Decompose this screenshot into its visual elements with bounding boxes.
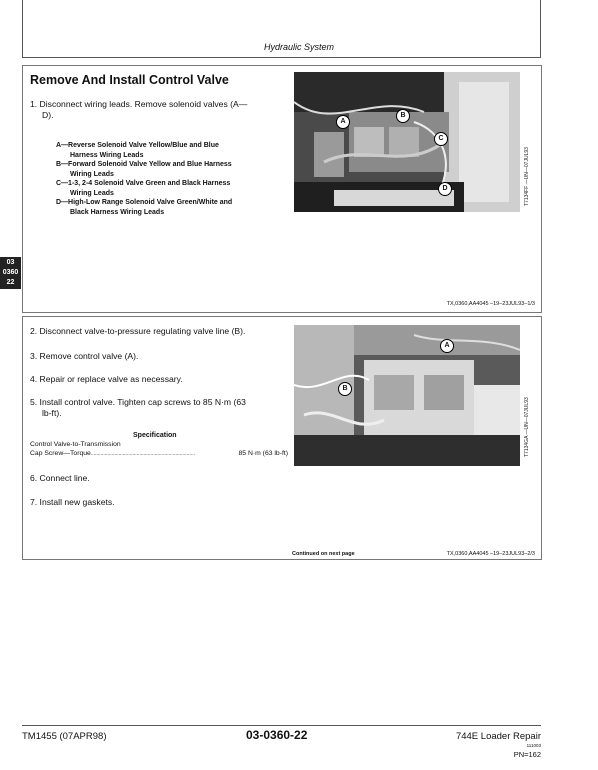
header-bottom-rule bbox=[22, 57, 541, 58]
legend-list bbox=[56, 141, 232, 217]
step-4: 4. Repair or replace valve as necessary. bbox=[30, 374, 183, 384]
callout-a: A bbox=[336, 115, 350, 129]
footer-date-code: 111003 bbox=[526, 743, 541, 748]
spec-label: Cap Screw—Torque bbox=[30, 450, 91, 457]
callout-c: C bbox=[434, 132, 448, 146]
section-tab bbox=[0, 257, 21, 289]
spec-dots: ........................................................................... bbox=[90, 451, 196, 457]
spec-line-1: Control Valve-to-Transmission bbox=[30, 441, 121, 448]
photo-2-id: T7134GA —UN—07JUL93 bbox=[524, 397, 530, 457]
photo-illustration bbox=[294, 72, 520, 212]
tab-line-3: 22 bbox=[6, 279, 15, 286]
spec-value: 85 N·m (63 lb-ft) bbox=[238, 450, 288, 457]
callout-d: D bbox=[438, 182, 452, 196]
section-remove-install bbox=[22, 65, 542, 313]
footer-pn: PN=162 bbox=[513, 750, 541, 759]
step-1: 1. Disconnect wiring leads. Remove solenoid valves (A— bbox=[30, 99, 248, 109]
solenoid-valve-photo bbox=[294, 72, 520, 212]
step-5-cont: lb-ft). bbox=[42, 408, 62, 418]
section-install-valve bbox=[22, 316, 542, 560]
legend-b-cont: Wiring Leads bbox=[70, 170, 114, 178]
photo-1-id: T7134FF —UN—07JUL93 bbox=[524, 147, 530, 206]
callout-a-2: A bbox=[440, 339, 454, 353]
continued-note: Continued on next page bbox=[292, 551, 355, 557]
legend-c: C—1-3, 2-4 Solenoid Valve Green and Black Harness bbox=[56, 180, 231, 187]
legend-b: B—Forward Solenoid Valve Yellow and Blue Harness bbox=[56, 161, 232, 168]
step-1-cont: D). bbox=[42, 110, 54, 120]
callout-b: B bbox=[396, 109, 410, 123]
step-6: 6. Connect line. bbox=[30, 473, 90, 483]
step-5: 5. Install control valve. Tighten cap screws to 85 N·m (63 bbox=[30, 397, 246, 407]
control-valve-photo bbox=[294, 325, 520, 466]
spec-row bbox=[30, 450, 288, 459]
legend-a: A—Reverse Solenoid Valve Yellow/Blue and Blue bbox=[56, 142, 219, 149]
legend-d-cont: Black Harness Wiring Leads bbox=[70, 208, 165, 216]
section-2-ref: TX,0360,AA4045 –19–23JUL93–2/3 bbox=[446, 551, 535, 557]
header-title: Hydraulic System bbox=[263, 42, 335, 52]
footer-page-number: 03-0360-22 bbox=[246, 728, 308, 742]
step-3: 3. Remove control valve (A). bbox=[30, 351, 139, 361]
section-title: Remove And Install Control Valve bbox=[30, 73, 229, 87]
footer-title: 744E Loader Repair bbox=[455, 731, 541, 742]
legend-d: D—High-Low Range Solenoid Valve Green/White and bbox=[56, 199, 233, 206]
legend-c-cont: Wiring Leads bbox=[70, 189, 114, 197]
step-7: 7. Install new gaskets. bbox=[30, 497, 115, 507]
spec-title: Specification bbox=[133, 432, 177, 439]
step-2: 2. Disconnect valve-to-pressure regulating valve line (B). bbox=[30, 326, 246, 336]
legend-a-cont: Harness Wiring Leads bbox=[70, 151, 144, 159]
photo-illustration-2 bbox=[294, 325, 520, 466]
tab-line-1: 03 bbox=[6, 259, 15, 266]
footer-rule bbox=[22, 725, 541, 726]
section-1-ref: TX,0360,AA4045 –19–23JUL93–1/3 bbox=[446, 301, 535, 307]
tab-line-2: 0360 bbox=[2, 269, 19, 276]
footer-tm: TM1455 (07APR98) bbox=[22, 731, 107, 742]
callout-b-2: B bbox=[338, 382, 352, 396]
